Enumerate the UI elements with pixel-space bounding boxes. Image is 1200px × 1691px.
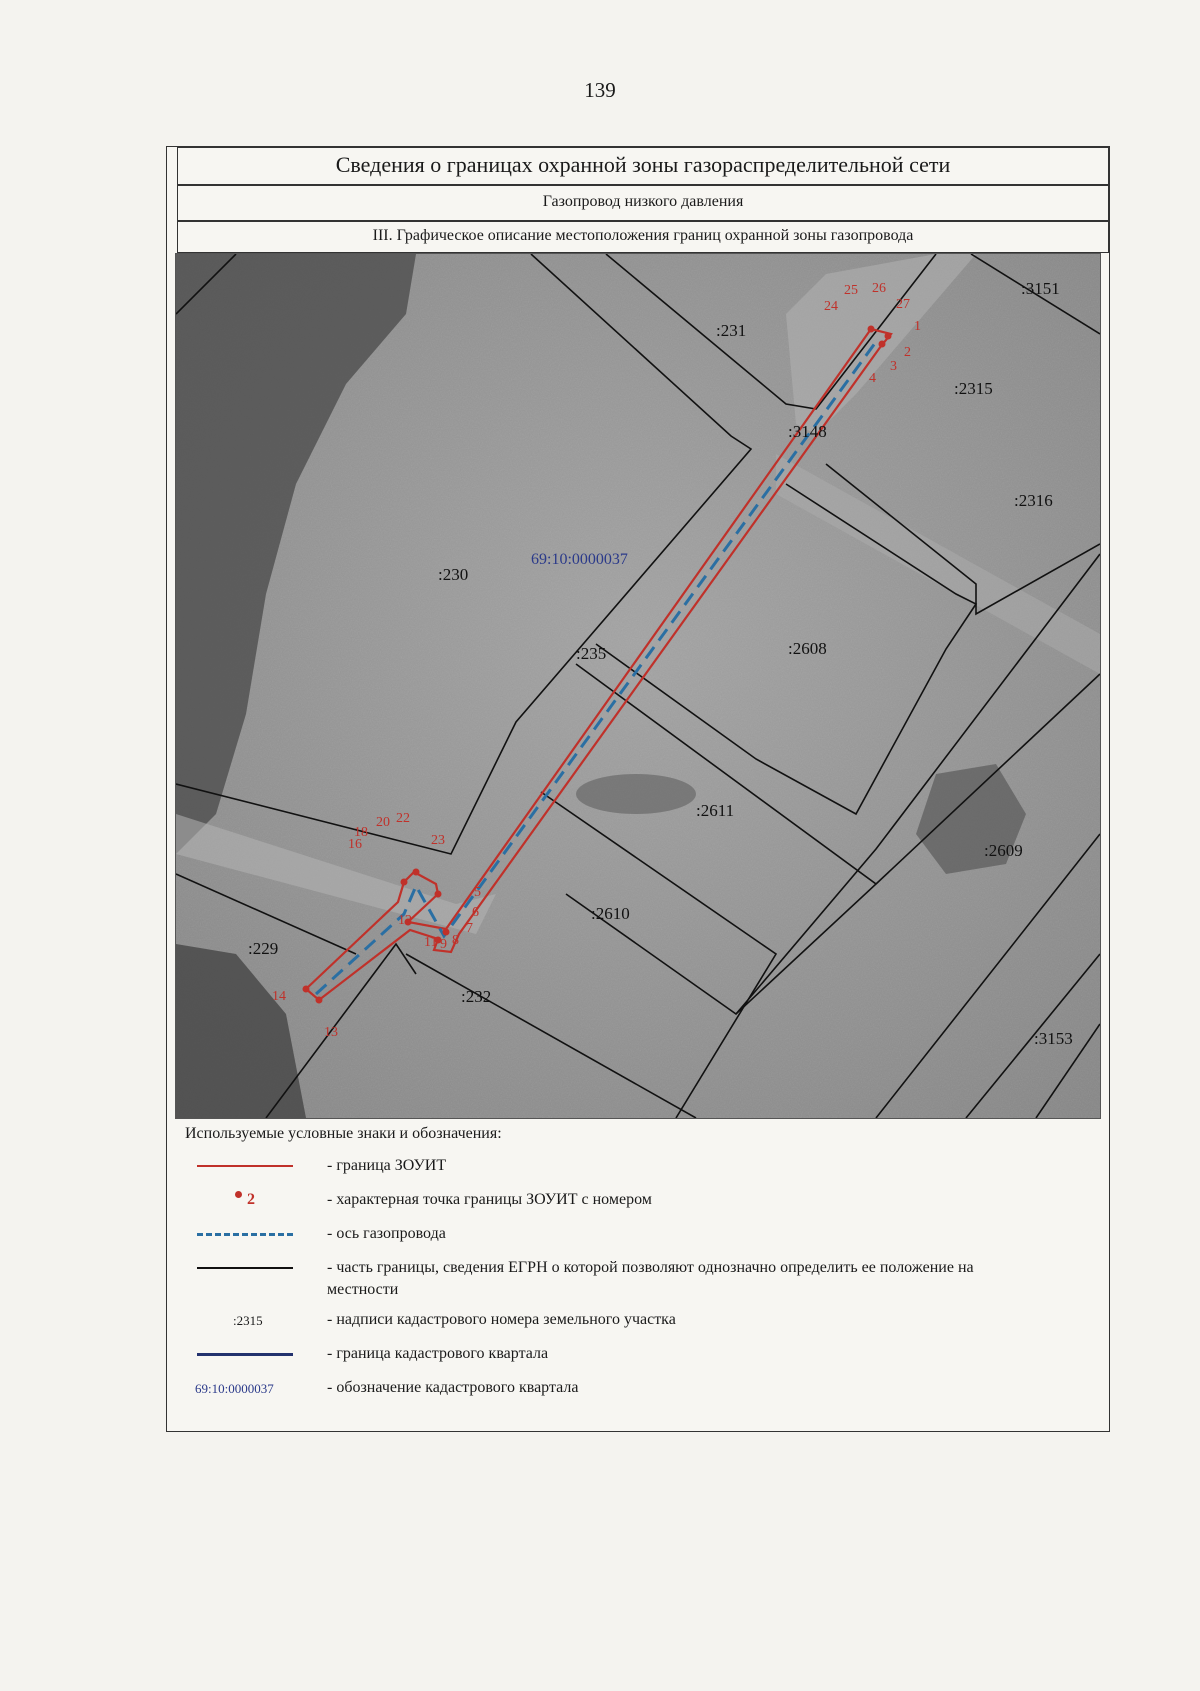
parcel-label: :3151 (1021, 279, 1060, 298)
red-dot-icon (235, 1191, 242, 1198)
point-label: 26 (872, 281, 886, 296)
red-line-icon (197, 1165, 293, 1167)
legend-symbol (185, 1253, 295, 1283)
point-label: 24 (824, 299, 838, 314)
document-frame (166, 146, 1110, 1432)
parcel-label: :2610 (591, 904, 630, 923)
point-label: 7 (466, 921, 473, 936)
legend-text: - часть границы, сведения ЕГРН о которой позволяют однозначно определить ее положение на местности (327, 1259, 974, 1298)
point-label: 1 (914, 319, 921, 334)
legend-item-quarter-label (185, 1373, 1085, 1407)
map-svg (176, 254, 1100, 1118)
legend (185, 1125, 1085, 1407)
point-label: 13 (324, 1025, 338, 1040)
quarter-label: 69:10:0000037 (531, 551, 628, 568)
point-label: 2 (904, 345, 911, 360)
section-heading: III. Графическое описание местоположения границ охранной зоны газопровода (177, 221, 1109, 253)
legend-item-pipeline-axis (185, 1219, 1085, 1253)
tree-cluster-center (576, 774, 696, 814)
parcel-label: :235 (576, 644, 607, 663)
legend-item-egrn-boundary (185, 1253, 1085, 1305)
legend-symbol (185, 1373, 295, 1403)
cadastral-map (175, 253, 1101, 1119)
legend-symbol (185, 1185, 295, 1215)
legend-symbol (185, 1339, 295, 1369)
parcel-label: :230 (438, 565, 469, 584)
parcel-label: :2608 (788, 639, 827, 658)
legend-symbol (185, 1305, 295, 1335)
point-label: 4 (869, 371, 876, 386)
point-label: 5 (474, 885, 481, 900)
point-label: 16 (348, 837, 362, 852)
document-subtitle: Газопровод низкого давления (177, 185, 1109, 221)
page-number: 139 (584, 78, 616, 102)
legend-symbol-text: 2 (247, 1191, 255, 1208)
point-label: 27 (896, 297, 910, 312)
point-label: 8 (452, 933, 459, 948)
point-label: 11 (424, 935, 438, 950)
legend-symbol (185, 1219, 295, 1249)
parcel-label: :3153 (1034, 1029, 1073, 1048)
point-label: 22 (396, 811, 410, 826)
point-label: 23 (431, 833, 445, 848)
legend-text: - обозначение кадастрового квартала (327, 1379, 579, 1396)
document-title: Сведения о границах охранной зоны газораспределительной сети (177, 147, 1109, 185)
black-line-icon (197, 1267, 293, 1269)
parcel-label: :2315 (954, 379, 993, 398)
point-label: 18 (354, 825, 368, 840)
parcel-label: :2609 (984, 841, 1023, 860)
parcel-label: :2316 (1014, 491, 1053, 510)
legend-title: Используемые условные знаки и обозначения: (185, 1125, 502, 1142)
legend-symbol (185, 1151, 295, 1181)
legend-item-quarter-boundary (185, 1339, 1085, 1373)
legend-text: - граница кадастрового квартала (327, 1345, 549, 1362)
point-label: 9 (440, 937, 447, 952)
point-label: 14 (272, 989, 286, 1004)
legend-text: - граница ЗОУИТ (327, 1157, 447, 1174)
parcel-label: :2611 (696, 801, 735, 820)
legend-symbol-text: :2315 (233, 1313, 263, 1328)
point-label: 25 (844, 283, 858, 298)
parcel-label: :229 (248, 939, 279, 958)
legend-symbol-text: 69:10:0000037 (195, 1381, 274, 1396)
navy-line-icon (197, 1353, 293, 1356)
legend-item-zouit-boundary (185, 1151, 1085, 1185)
parcel-label: :231 (716, 321, 747, 340)
legend-text: - характерная точка границы ЗОУИТ с номером (327, 1191, 652, 1208)
point-label: 3 (890, 359, 897, 374)
legend-item-zouit-point (185, 1185, 1085, 1219)
legend-text: - ось газопровода (327, 1225, 446, 1242)
parcel-label: :3148 (788, 422, 827, 441)
legend-text: - надписи кадастрового номера земельного участка (327, 1311, 676, 1328)
point-label: 12 (398, 913, 412, 928)
point-label: 6 (472, 905, 479, 920)
blue-dashed-line-icon (197, 1233, 293, 1236)
point-label: 20 (376, 815, 390, 830)
legend-item-parcel-label (185, 1305, 1085, 1339)
parcel-label: :232 (461, 987, 492, 1006)
